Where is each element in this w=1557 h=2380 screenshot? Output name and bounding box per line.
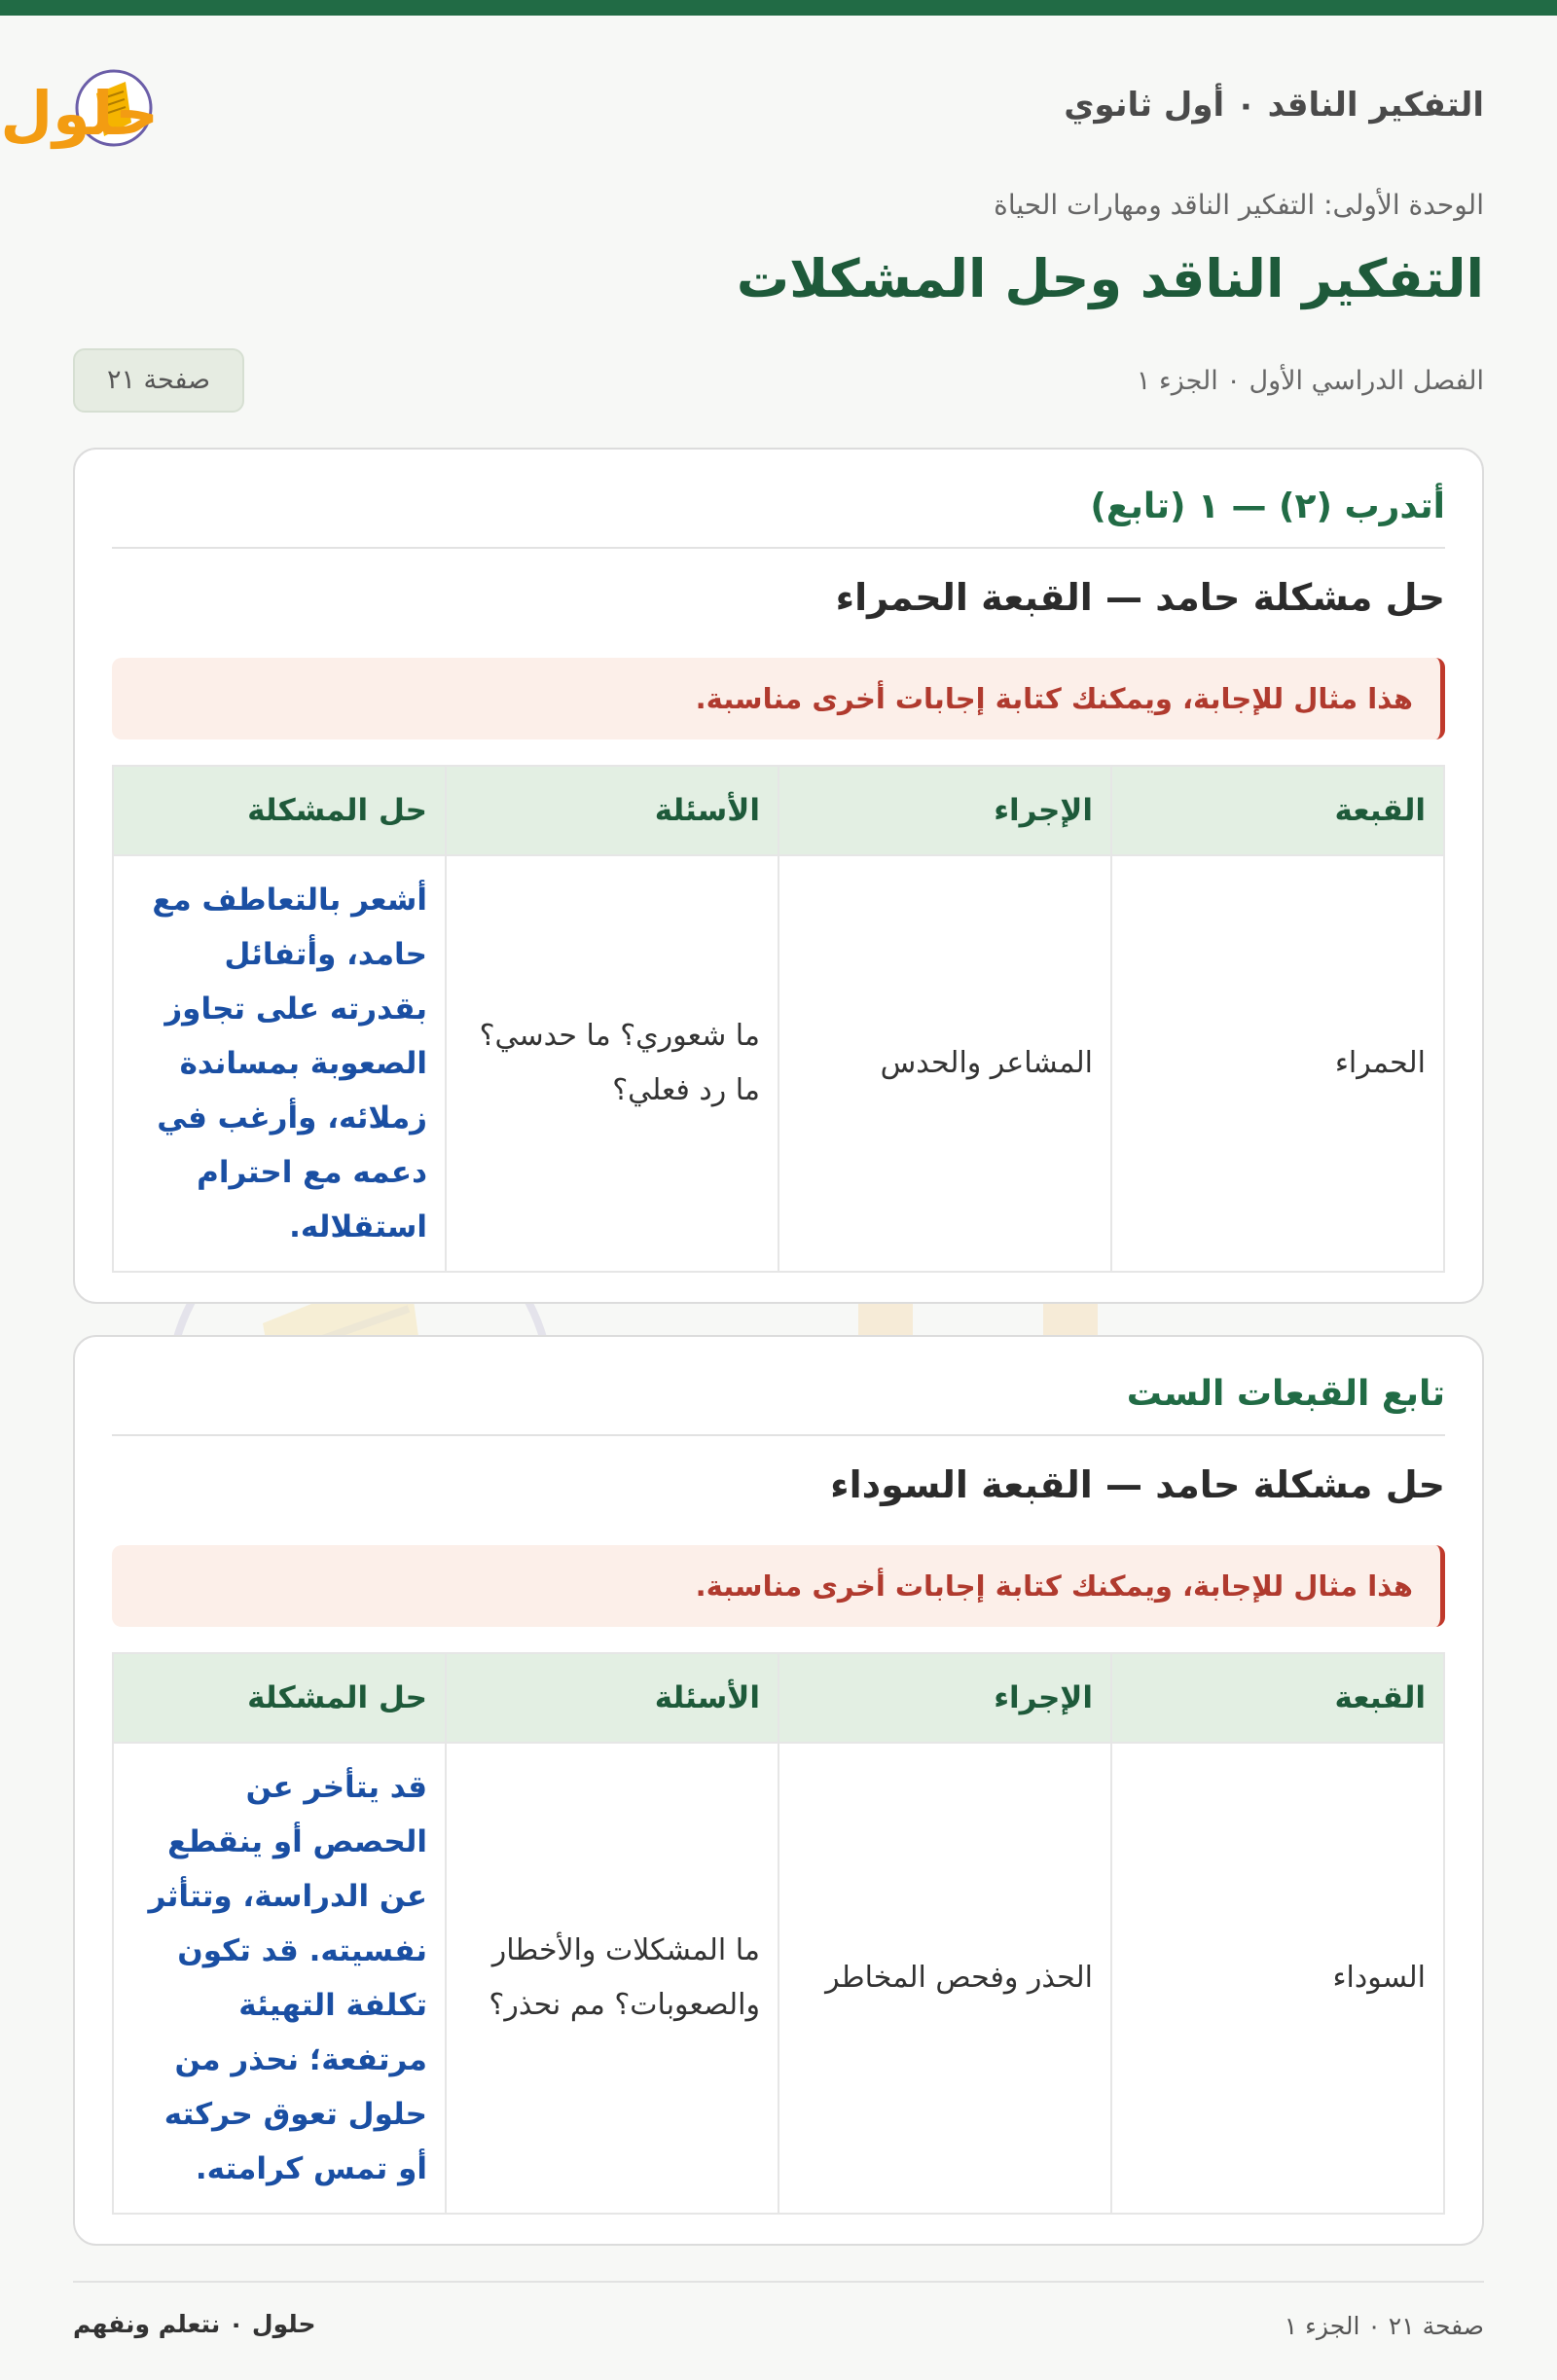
column-header-hat: القبعة (1111, 766, 1444, 855)
top-accent-bar (0, 0, 1557, 16)
footer-page-info: صفحة ٢١ ٠ الجزء ١ (1284, 2312, 1484, 2340)
column-header-solution: حل المشكلة (113, 1653, 446, 1743)
answer-note: هذا مثال للإجابة، ويمكنك كتابة إجابات أخرى مناسبة. (112, 658, 1445, 739)
unit-label: الوحدة الأولى: التفكير الناقد ومهارات الحياة (994, 189, 1484, 221)
book-logo-icon (0, 54, 326, 162)
table-row (113, 1743, 1444, 2214)
column-header-questions: الأسئلة (446, 1653, 778, 1743)
hat-cell: الحمراء (1111, 855, 1444, 1272)
subject-title: التفكير الناقد ٠ أول ثانوي (1064, 86, 1484, 125)
card-heading: أتدرب (٢) — ١ (تابع) (112, 487, 1445, 549)
table-header-row (113, 1653, 1444, 1743)
lesson-title: التفكير الناقد وحل المشكلات (736, 248, 1484, 309)
card-heading: تابع القبعات الست (112, 1374, 1445, 1436)
questions-cell: ما المشكلات والأخطار والصعوبات؟ مم نحذر؟ (446, 1743, 778, 2214)
column-header-questions: الأسئلة (446, 766, 778, 855)
exercise-card-black-hat (73, 1335, 1484, 2246)
column-header-hat: القبعة (1111, 1653, 1444, 1743)
hats-table (112, 1652, 1445, 2215)
answer-note: هذا مثال للإجابة، ويمكنك كتابة إجابات أخرى مناسبة. (112, 1545, 1445, 1627)
term-label: الفصل الدراسي الأول ٠ الجزء ١ (1136, 366, 1484, 396)
solution-cell: أشعر بالتعاطف مع حامد، وأتفائل بقدرته على تجاوز الصعوبة بمساندة زملائه، وأرغب في دعمه مع احترام استقلاله. (113, 855, 446, 1272)
column-header-action: الإجراء (778, 1653, 1111, 1743)
exercise-card-red-hat (73, 448, 1484, 1304)
hat-cell: السوداء (1111, 1743, 1444, 2214)
solution-cell: قد يتأخر عن الحصص أو ينقطع عن الدراسة، وتتأثر نفسيته. قد تكون تكلفة التهيئة مرتفعة؛ نحذر من حلول تعوق حركته أو تمس كرامته. (113, 1743, 446, 2214)
footer-divider (73, 2281, 1484, 2283)
hats-table (112, 765, 1445, 1273)
column-header-action: الإجراء (778, 766, 1111, 855)
action-cell: الحذر وفحص المخاطر (778, 1743, 1111, 2214)
footer-brand: حلول ٠ نتعلم ونفهم (73, 2310, 316, 2338)
table-header-row (113, 766, 1444, 855)
page-number-badge: صفحة ٢١ (73, 348, 244, 413)
table-row (113, 855, 1444, 1272)
page-header (0, 54, 1484, 162)
questions-cell: ما شعوري؟ ما حدسي؟ ما رد فعلي؟ (446, 855, 778, 1272)
brand-logo (0, 54, 326, 162)
column-header-solution: حل المشكلة (113, 766, 446, 855)
card-subheading: حل مشكلة حامد — القبعة السوداء (830, 1463, 1445, 1506)
card-subheading: حل مشكلة حامد — القبعة الحمراء (835, 576, 1445, 619)
svg-text:حلول: حلول (0, 78, 159, 149)
action-cell: المشاعر والحدس (778, 855, 1111, 1272)
